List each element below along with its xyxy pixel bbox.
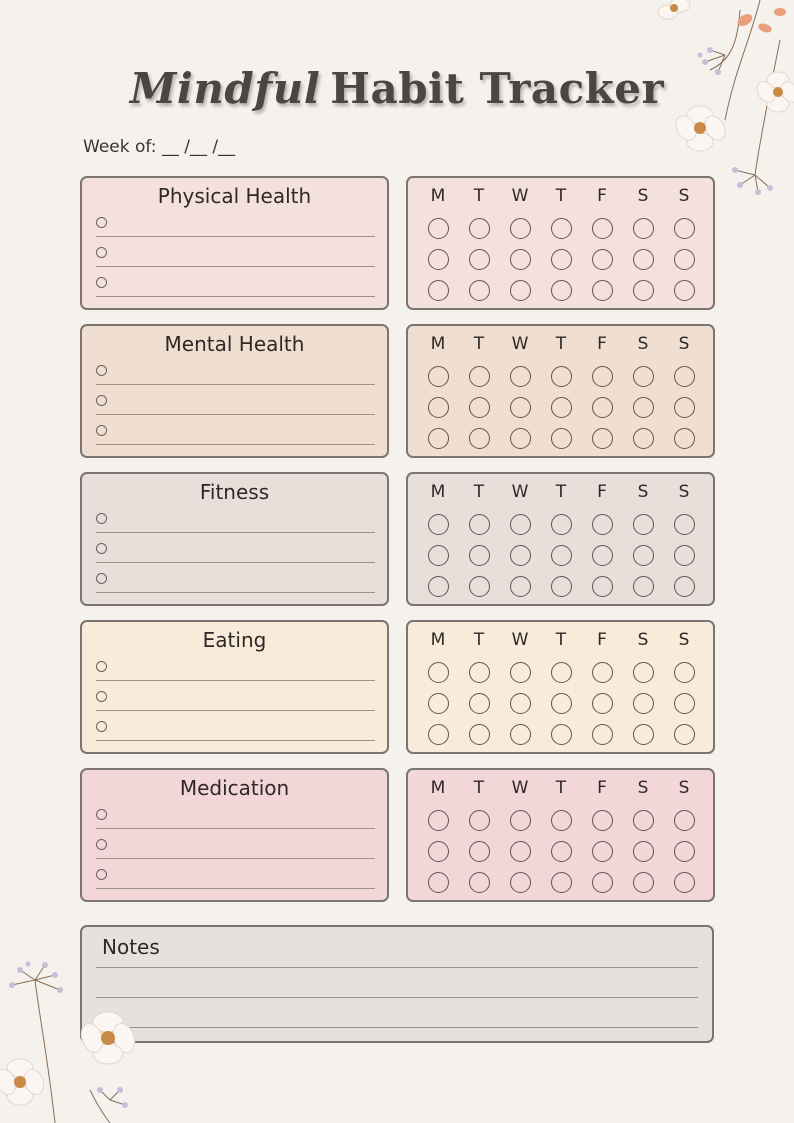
habit-checkbox-circle[interactable] — [510, 841, 531, 862]
habit-checkbox-circle[interactable] — [510, 872, 531, 893]
weekday-label: T — [555, 186, 567, 206]
habit-checkbox-circle[interactable] — [592, 428, 613, 449]
habit-checkbox-circle[interactable] — [428, 576, 449, 597]
weekday-label: M — [430, 482, 446, 502]
habit-checkbox-circle[interactable] — [469, 280, 490, 301]
habit-entry-line[interactable] — [96, 866, 375, 889]
habit-checkbox-circle[interactable] — [510, 249, 531, 270]
habit-checkbox-circle[interactable] — [551, 514, 572, 535]
weekday-label: W — [511, 334, 529, 354]
habit-checkbox-circle[interactable] — [428, 218, 449, 239]
weekday-header — [408, 630, 713, 650]
bullet-circle-icon — [96, 395, 107, 406]
habit-checkbox-circle[interactable] — [469, 514, 490, 535]
habit-checkbox-circle[interactable] — [674, 724, 695, 745]
habit-checkbox-circle[interactable] — [592, 810, 613, 831]
habit-checkbox-circle[interactable] — [551, 397, 572, 418]
habit-checkbox-circle[interactable] — [674, 576, 695, 597]
habit-checkbox-circle[interactable] — [633, 366, 654, 387]
notes-line[interactable] — [96, 997, 698, 998]
habit-checkbox-circle[interactable] — [469, 693, 490, 714]
weekday-header — [408, 778, 713, 798]
habit-checkbox-circle[interactable] — [428, 693, 449, 714]
habit-checkbox-circle[interactable] — [633, 693, 654, 714]
habit-checkbox-circle[interactable] — [633, 545, 654, 566]
weekday-label: S — [637, 630, 649, 650]
habit-checkbox-circle[interactable] — [551, 693, 572, 714]
habit-checkbox-circle[interactable] — [592, 724, 613, 745]
habit-checkbox-circle[interactable] — [633, 872, 654, 893]
habit-list-card — [80, 472, 389, 606]
habit-week-grid — [406, 324, 715, 458]
weekday-label: T — [473, 630, 485, 650]
title-rest: Habit Tracker — [330, 64, 665, 113]
habit-checkbox-circle[interactable] — [592, 280, 613, 301]
habit-checkbox-circle[interactable] — [633, 841, 654, 862]
habit-checkbox-circle[interactable] — [633, 397, 654, 418]
habit-checkbox-circle[interactable] — [633, 514, 654, 535]
flower-decoration-top-right — [640, 0, 794, 200]
habit-checkbox-circle[interactable] — [551, 576, 572, 597]
weekday-label: S — [678, 778, 690, 798]
habit-checkbox-circle[interactable] — [592, 249, 613, 270]
bullet-circle-icon — [96, 661, 107, 672]
weekday-label: S — [637, 778, 649, 798]
section-title: Medication — [179, 776, 290, 800]
habit-checkbox-circle[interactable] — [592, 366, 613, 387]
habit-entry-line[interactable] — [96, 540, 375, 563]
habit-week-grid — [406, 472, 715, 606]
section-title: Eating — [202, 628, 267, 652]
habit-checkbox-circle[interactable] — [469, 662, 490, 683]
habit-entry-line[interactable] — [96, 836, 375, 859]
habit-checkbox-circle[interactable] — [633, 249, 654, 270]
habit-checkbox-circle[interactable] — [633, 662, 654, 683]
habit-list-card — [80, 324, 389, 458]
habit-checkbox-circle[interactable] — [469, 428, 490, 449]
habit-checkbox-circle[interactable] — [428, 872, 449, 893]
habit-checkbox-circle[interactable] — [428, 428, 449, 449]
habit-checkbox-circle[interactable] — [551, 841, 572, 862]
weekday-label: S — [678, 186, 690, 206]
habit-checkbox-circle[interactable] — [592, 545, 613, 566]
section-title: Physical Health — [157, 184, 312, 208]
habit-entry-line[interactable] — [96, 362, 375, 385]
weekday-label: F — [597, 630, 607, 650]
notes-line[interactable] — [96, 1027, 698, 1028]
weekday-label: F — [597, 334, 607, 354]
weekday-header — [408, 482, 713, 502]
week-of-field[interactable]: Week of: __ /__ /__ — [83, 137, 236, 157]
habit-entry-line[interactable] — [96, 806, 375, 829]
habit-checkbox-circle[interactable] — [469, 724, 490, 745]
habit-checkbox-circle[interactable] — [469, 249, 490, 270]
bullet-circle-icon — [96, 277, 107, 288]
habit-checkbox-circle[interactable] — [428, 810, 449, 831]
habit-entry-line[interactable] — [96, 718, 375, 741]
section-title: Fitness — [199, 480, 270, 504]
weekday-label: W — [511, 778, 529, 798]
habit-checkbox-circle[interactable] — [674, 545, 695, 566]
weekday-header — [408, 334, 713, 354]
bullet-circle-icon — [96, 839, 107, 850]
bullet-circle-icon — [96, 217, 107, 228]
weekday-label: S — [637, 334, 649, 354]
habit-checkbox-circle[interactable] — [510, 280, 531, 301]
bullet-circle-icon — [96, 247, 107, 258]
weekday-label: W — [511, 186, 529, 206]
habit-checkbox-circle[interactable] — [510, 397, 531, 418]
habit-checkbox-circle[interactable] — [469, 872, 490, 893]
habit-entry-line[interactable] — [96, 392, 375, 415]
weekday-label: T — [555, 482, 567, 502]
habit-checkbox-circle[interactable] — [551, 280, 572, 301]
habit-checkbox-circle[interactable] — [592, 514, 613, 535]
habit-checkbox-circle[interactable] — [551, 872, 572, 893]
habit-entry-line[interactable] — [96, 570, 375, 593]
habit-entry-line[interactable] — [96, 510, 375, 533]
habit-checkbox-circle[interactable] — [633, 280, 654, 301]
flower-decoration-bottom-left — [0, 950, 150, 1123]
habit-checkbox-circle[interactable] — [510, 366, 531, 387]
habit-week-grid — [406, 620, 715, 754]
bullet-circle-icon — [96, 573, 107, 584]
habit-entry-line[interactable] — [96, 274, 375, 297]
habit-checkbox-circle[interactable] — [428, 280, 449, 301]
habit-checkbox-circle[interactable] — [510, 545, 531, 566]
habit-checkbox-circle[interactable] — [592, 218, 613, 239]
habit-checkbox-circle[interactable] — [428, 397, 449, 418]
habit-checkbox-circle[interactable] — [510, 218, 531, 239]
habit-checkbox-circle[interactable] — [469, 366, 490, 387]
habit-checkbox-circle[interactable] — [469, 810, 490, 831]
habit-checkbox-circle[interactable] — [674, 662, 695, 683]
habit-entry-line[interactable] — [96, 658, 375, 681]
habit-checkbox-circle[interactable] — [428, 249, 449, 270]
habit-checkbox-circle[interactable] — [674, 872, 695, 893]
bullet-circle-icon — [96, 869, 107, 880]
habit-checkbox-circle[interactable] — [592, 576, 613, 597]
habit-checkbox-circle[interactable] — [674, 514, 695, 535]
bullet-circle-icon — [96, 809, 107, 820]
weekday-label: M — [430, 186, 446, 206]
weekday-label: S — [678, 334, 690, 354]
habit-checkbox-circle[interactable] — [551, 366, 572, 387]
weekday-label: S — [637, 482, 649, 502]
habit-checkbox-circle[interactable] — [469, 841, 490, 862]
habit-checkbox-circle[interactable] — [674, 841, 695, 862]
habit-checkbox-circle[interactable] — [510, 514, 531, 535]
weekday-label: M — [430, 778, 446, 798]
habit-entry-line[interactable] — [96, 422, 375, 445]
weekday-label: M — [430, 334, 446, 354]
habit-checkbox-circle[interactable] — [510, 662, 531, 683]
weekday-label: F — [597, 482, 607, 502]
habit-checkbox-circle[interactable] — [674, 218, 695, 239]
habit-entry-line[interactable] — [96, 244, 375, 267]
habit-checkbox-circle[interactable] — [469, 576, 490, 597]
habit-checkbox-circle[interactable] — [674, 397, 695, 418]
habit-checkbox-circle[interactable] — [592, 397, 613, 418]
habit-checkbox-circle[interactable] — [633, 724, 654, 745]
bullet-circle-icon — [96, 513, 107, 524]
bullet-circle-icon — [96, 721, 107, 732]
habit-checkbox-circle[interactable] — [428, 662, 449, 683]
notes-box[interactable] — [80, 925, 714, 1043]
habit-week-grid — [406, 768, 715, 902]
bullet-circle-icon — [96, 365, 107, 376]
habit-checkbox-circle[interactable] — [469, 218, 490, 239]
habit-checkbox-circle[interactable] — [510, 428, 531, 449]
section-title: Mental Health — [164, 332, 305, 356]
habit-checkbox-circle[interactable] — [633, 218, 654, 239]
habit-checkbox-circle[interactable] — [592, 662, 613, 683]
habit-checkbox-circle[interactable] — [428, 724, 449, 745]
bullet-circle-icon — [96, 691, 107, 702]
weekday-label: T — [473, 778, 485, 798]
habit-checkbox-circle[interactable] — [428, 841, 449, 862]
habit-checkbox-circle[interactable] — [510, 810, 531, 831]
weekday-label: T — [473, 334, 485, 354]
weekday-label: F — [597, 778, 607, 798]
habit-checkbox-circle[interactable] — [592, 841, 613, 862]
bullet-circle-icon — [96, 425, 107, 436]
title-italic: Mindful — [129, 64, 321, 113]
habit-checkbox-circle[interactable] — [674, 810, 695, 831]
weekday-label: T — [473, 482, 485, 502]
habit-checkbox-circle[interactable] — [592, 693, 613, 714]
habit-entry-line[interactable] — [96, 688, 375, 711]
habit-checkbox-circle[interactable] — [551, 545, 572, 566]
habit-checkbox-circle[interactable] — [633, 810, 654, 831]
habit-checkbox-circle[interactable] — [551, 662, 572, 683]
habit-checkbox-circle[interactable] — [469, 545, 490, 566]
notes-line[interactable] — [96, 967, 698, 968]
habit-checkbox-circle[interactable] — [510, 693, 531, 714]
habit-entry-line[interactable] — [96, 214, 375, 237]
weekday-label: S — [678, 482, 690, 502]
weekday-label: M — [430, 630, 446, 650]
habit-checkbox-circle[interactable] — [428, 366, 449, 387]
habit-checkbox-circle[interactable] — [633, 576, 654, 597]
habit-checkbox-circle[interactable] — [510, 724, 531, 745]
habit-list-card — [80, 768, 389, 902]
habit-checkbox-circle[interactable] — [551, 428, 572, 449]
habit-checkbox-circle[interactable] — [674, 693, 695, 714]
habit-checkbox-circle[interactable] — [469, 397, 490, 418]
habit-checkbox-circle[interactable] — [592, 872, 613, 893]
habit-checkbox-circle[interactable] — [510, 576, 531, 597]
habit-checkbox-circle[interactable] — [428, 514, 449, 535]
notes-title: Notes — [102, 935, 160, 959]
habit-checkbox-circle[interactable] — [674, 249, 695, 270]
habit-checkbox-circle[interactable] — [633, 428, 654, 449]
weekday-label: T — [555, 630, 567, 650]
weekday-label: T — [555, 778, 567, 798]
weekday-label: F — [597, 186, 607, 206]
habit-checkbox-circle[interactable] — [551, 724, 572, 745]
bullet-circle-icon — [96, 543, 107, 554]
weekday-label: T — [555, 334, 567, 354]
habit-checkbox-circle[interactable] — [551, 810, 572, 831]
habit-checkbox-circle[interactable] — [674, 366, 695, 387]
habit-checkbox-circle[interactable] — [551, 249, 572, 270]
habit-checkbox-circle[interactable] — [674, 280, 695, 301]
habit-list-card — [80, 620, 389, 754]
weekday-label: W — [511, 482, 529, 502]
weekday-label: S — [678, 630, 690, 650]
habit-list-card — [80, 176, 389, 310]
weekday-label: W — [511, 630, 529, 650]
habit-checkbox-circle[interactable] — [428, 545, 449, 566]
weekday-label: T — [473, 186, 485, 206]
weekday-label: S — [637, 186, 649, 206]
habit-checkbox-circle[interactable] — [674, 428, 695, 449]
habit-checkbox-circle[interactable] — [551, 218, 572, 239]
